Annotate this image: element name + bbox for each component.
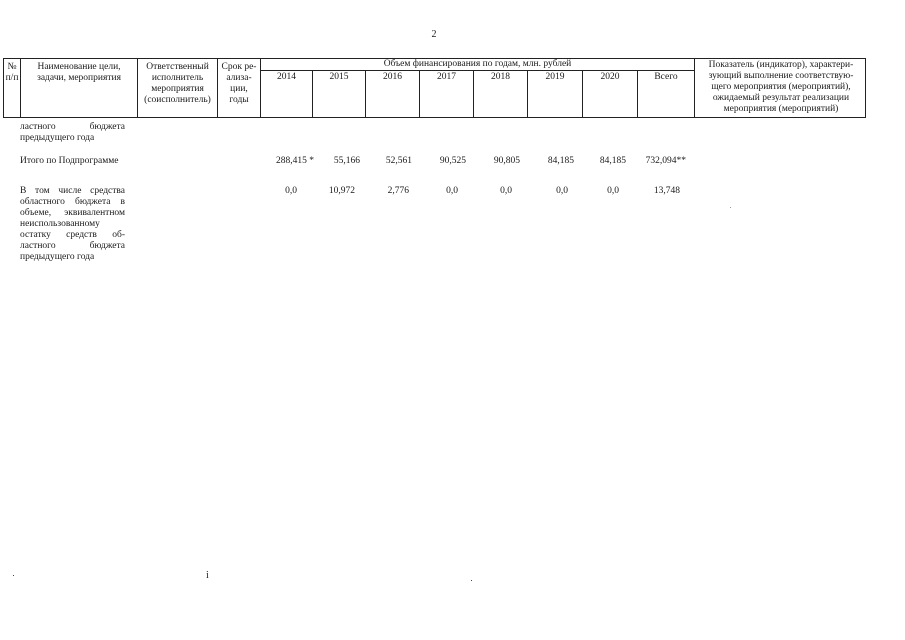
subrow-line-7: предыдущего года — [20, 252, 95, 262]
total-value-2018: 90,805 — [493, 156, 520, 166]
total-value-2014: 288,415 * — [276, 156, 314, 166]
header-year-2020: 2020 — [600, 72, 620, 82]
header-name: Наименование цели, задачи, мероприятия — [37, 62, 121, 83]
subrow-line-4: неиспользованному — [20, 219, 100, 229]
header-indicator: Показатель (индикатор), характери- зующий выполнение соответствую- щего мероприятия (мероприятий), ожидаемый результат реализации мероприятия (мероприятий) — [708, 60, 854, 114]
header-total: Всего — [654, 72, 678, 82]
header-year-2014: 2014 — [277, 72, 296, 82]
scan-speck — [471, 580, 472, 581]
total-value-2016: 52,561 — [385, 156, 412, 166]
subrow-value-2015: 10,972 — [328, 186, 355, 196]
scan-speck — [13, 575, 14, 576]
subrow-line-3: объеме, эквивалентном — [20, 208, 125, 218]
subrow-line-2: областного бюджета в — [20, 197, 125, 207]
subrow-value-2014: 0,0 — [285, 186, 297, 196]
total-value-2015: 55,166 — [333, 156, 360, 166]
header-year-2016: 2016 — [383, 72, 402, 82]
subrow-value-all: 13,748 — [653, 186, 680, 196]
subrow-value-2018: 0,0 — [500, 186, 512, 196]
continuation-line-2: предыдущего года — [20, 133, 95, 143]
subrow-value-2017: 0,0 — [446, 186, 458, 196]
subrow-line-5: остатку средств об- — [20, 230, 125, 240]
header-year-2019: 2019 — [545, 72, 565, 82]
header-num: № п/п — [5, 62, 19, 83]
table-header — [3, 58, 866, 118]
header-executor: Ответственный исполнитель мероприятия (соисполнитель) — [144, 62, 211, 105]
continuation-line-1: ластного бюджета — [20, 122, 125, 132]
subrow-value-2019: 0,0 — [556, 186, 568, 196]
total-value-all: 732,094** — [645, 156, 686, 166]
header-year-2017: 2017 — [437, 72, 456, 82]
subrow-line-6: ластного бюджета — [20, 241, 125, 251]
footer-mark: i — [206, 570, 209, 581]
header-year-2015: 2015 — [329, 72, 349, 82]
total-value-2019: 84,185 — [547, 156, 574, 166]
subrow-line-1: В том числе средства — [20, 186, 125, 196]
header-funding-title: Объем финансирования по годам, млн. рублей — [383, 59, 572, 69]
subrow-value-2016: 2,776 — [387, 186, 409, 196]
total-row-label: Итого по Подпрограмме — [20, 156, 119, 166]
header-term: Срок ре- ализа- ции, годы — [221, 62, 257, 105]
page-number: 2 — [431, 29, 437, 40]
total-value-2017: 90,525 — [439, 156, 466, 166]
header-year-2018: 2018 — [491, 72, 510, 82]
subrow-value-2020: 0,0 — [607, 186, 619, 196]
total-value-2020: 84,185 — [599, 156, 626, 166]
scan-speck — [730, 207, 731, 208]
